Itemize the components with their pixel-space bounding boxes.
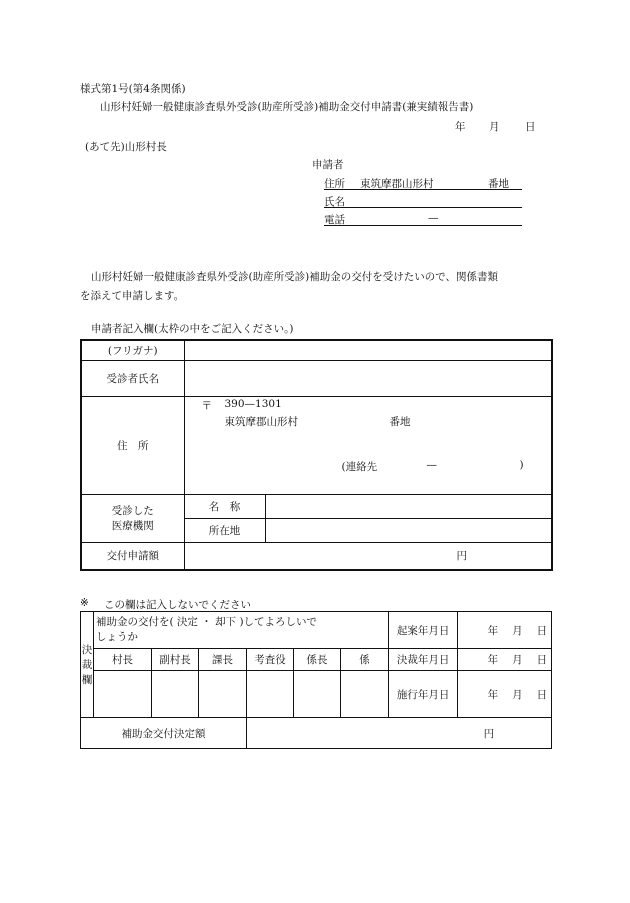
date-day-label: 日 (525, 121, 536, 133)
body-text-line2: を添えて申請します。 (80, 290, 185, 302)
office-note-mark: ※ (80, 597, 89, 609)
decision-question-line1: 補助金の交付を( 決定 ・ 却下 )してよろしいで (96, 616, 318, 628)
amount-yen: 円 (456, 550, 467, 563)
amount-input[interactable] (184, 542, 552, 570)
postal-code: 390—1301 (224, 397, 282, 410)
decided-amount-input[interactable] (247, 718, 552, 749)
decision-year: 年 (487, 654, 499, 666)
address-prefill: 東筑摩郡山形村 (224, 415, 298, 428)
body-text-line1: 山形村妊婦一般健康診査県外受診(助産所受診)補助金の交付を受けたいので、関係書類 (91, 271, 498, 283)
facility-location-input[interactable] (265, 518, 552, 542)
decision-char-2: 裁 (81, 659, 93, 671)
enforcement-day: 日 (536, 688, 548, 701)
decision-char-3: 欄 (81, 674, 93, 686)
facility-label-line1: 受診した (111, 505, 154, 517)
stamp-village-head[interactable] (94, 671, 152, 718)
facility-name-label: 名 称 (184, 494, 265, 518)
decision-question (94, 612, 389, 649)
address-input[interactable] (184, 396, 552, 494)
decision-day: 日 (536, 654, 548, 666)
applicant-entry-table (80, 339, 553, 571)
office-decision-table (80, 611, 552, 749)
draft-month: 月 (512, 624, 523, 637)
decision-date-label: 決裁年月日 (389, 649, 458, 671)
office-note: この欄は記入しないでください (104, 599, 251, 611)
applicant-address-value: 東筑摩郡山形村 (360, 178, 434, 190)
approver-village-head: 村長 (94, 649, 152, 671)
stamp-staff[interactable] (341, 671, 389, 718)
decision-question-line2: しょうか (96, 631, 138, 643)
approver-staff: 係 (341, 649, 389, 671)
approver-section-chief: 課長 (199, 649, 247, 671)
address-label: 住 所 (81, 396, 184, 494)
addressee: (あて先)山形村長 (85, 141, 167, 153)
amount-label: 交付申請額 (81, 542, 184, 570)
enforcement-date-label: 施行年月日 (389, 671, 458, 718)
decision-char-1: 決 (81, 644, 93, 656)
applicant-name-label: 氏名 (324, 196, 345, 208)
approver-subsection-chief: 係長 (294, 649, 341, 671)
stamp-examiner[interactable] (247, 671, 294, 718)
contact-close: ) (519, 458, 524, 471)
facility-label-line2: 医療機関 (111, 520, 154, 532)
applicant-banchi: 番地 (488, 178, 509, 190)
patient-name-label: 受診者氏名 (81, 360, 184, 396)
decided-amount-yen: 円 (483, 727, 495, 740)
phone-underline[interactable] (324, 225, 522, 226)
applicant-phone-separator: — (428, 212, 439, 224)
stamp-subsection-chief[interactable] (294, 671, 341, 718)
draft-day: 日 (536, 624, 548, 637)
enforcement-year: 年 (487, 688, 499, 701)
furigana-input[interactable] (184, 340, 552, 360)
stamp-section-chief[interactable] (199, 671, 247, 718)
contact-open: (連絡先 (341, 460, 378, 473)
facility-label (81, 494, 184, 542)
name-underline[interactable] (324, 207, 522, 208)
stamp-deputy-head[interactable] (152, 671, 199, 718)
applicant-address-label: 住所 (324, 178, 345, 190)
address-banchi: 番地 (389, 415, 411, 428)
form-number: 様式第1号(第4条関係) (80, 83, 186, 95)
draft-year: 年 (487, 624, 499, 637)
decided-amount-label: 補助金交付決定額 (81, 718, 247, 749)
date-month-label: 月 (489, 121, 500, 133)
applicant-label: 申請者 (312, 159, 344, 171)
facility-location-label: 所在地 (184, 518, 265, 542)
furigana-label: (フリガナ) (81, 340, 184, 360)
draft-date-label: 起案年月日 (389, 612, 458, 649)
enforcement-date-value[interactable] (458, 671, 552, 718)
draft-date-value[interactable] (458, 612, 552, 649)
form-title: 山形村妊婦一般健康診査県外受診(助産所受診)補助金交付申請書(兼実績報告書) (100, 101, 474, 113)
approver-examiner: 考査役 (247, 649, 294, 671)
postal-mark: 〒 (201, 399, 212, 412)
address-underline[interactable] (324, 189, 522, 190)
enforcement-month: 月 (512, 688, 523, 701)
apply-caption: 申請者記入欄(太枠の中をご記入ください。) (91, 323, 294, 335)
contact-separator: — (426, 458, 437, 471)
approver-deputy-head: 副村長 (152, 649, 199, 671)
date-year-label: 年 (455, 121, 466, 133)
decision-vertical-label (81, 612, 94, 718)
facility-name-input[interactable] (265, 494, 552, 518)
decision-date-value[interactable] (458, 649, 552, 671)
decision-month: 月 (512, 654, 523, 666)
applicant-phone-label: 電話 (324, 214, 345, 226)
patient-name-input[interactable] (184, 360, 552, 396)
